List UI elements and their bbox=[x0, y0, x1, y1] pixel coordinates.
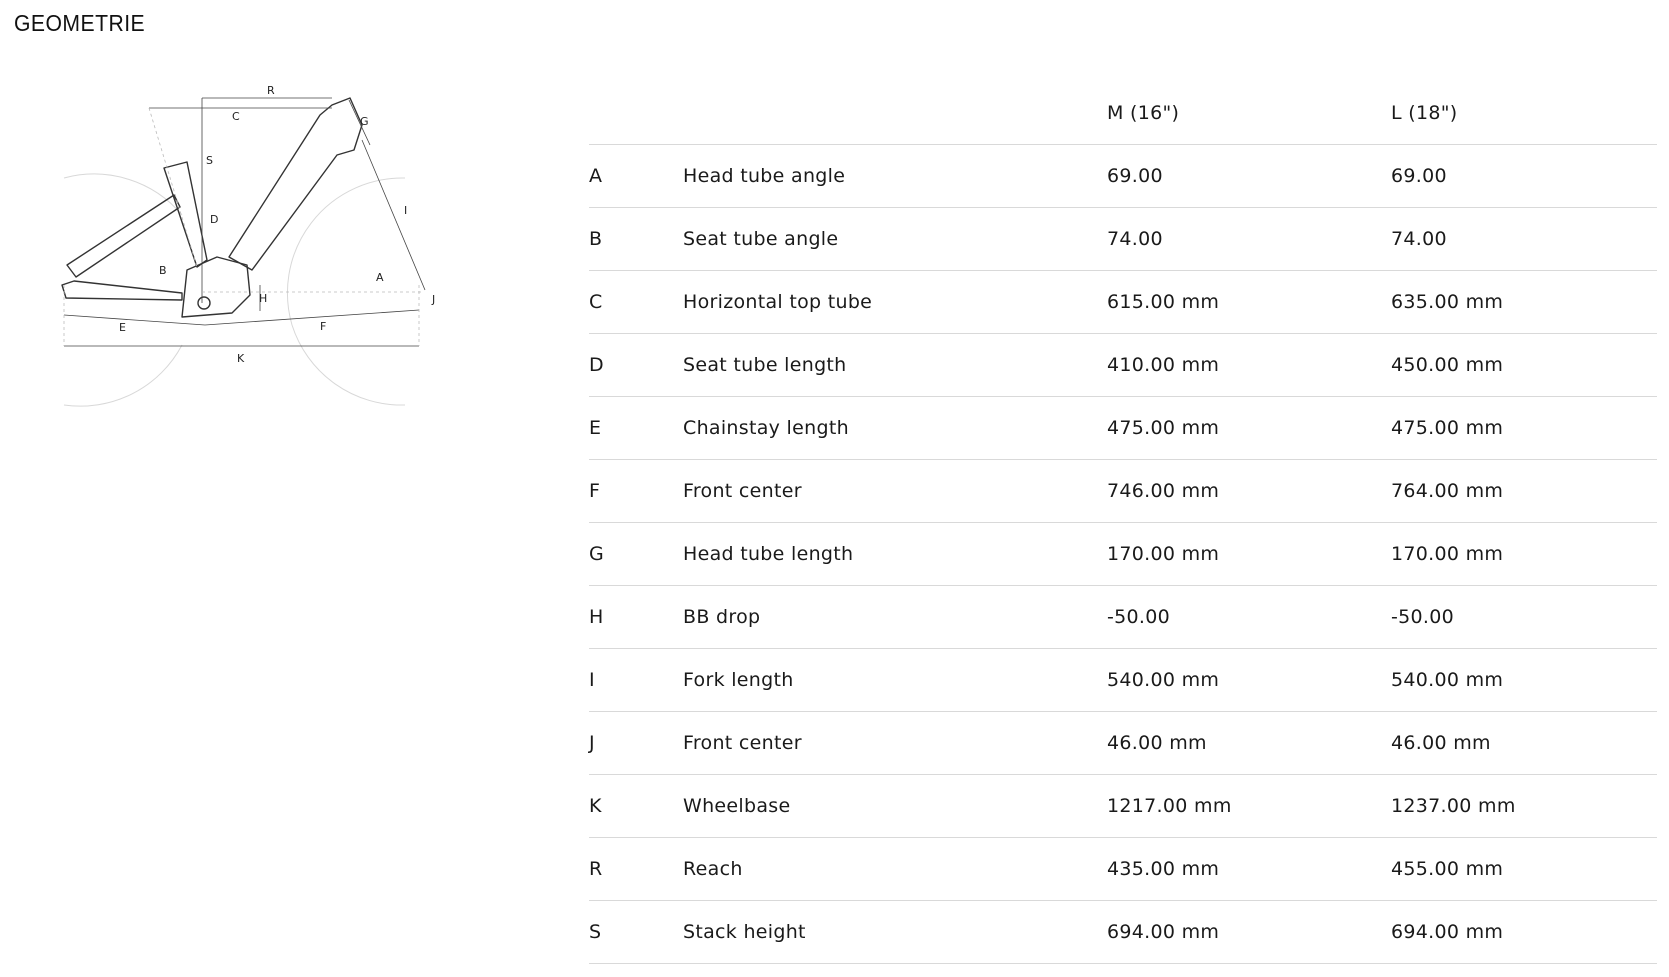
table-row bbox=[589, 586, 1657, 649]
diagram-label-h: H bbox=[259, 292, 268, 305]
table-row bbox=[589, 271, 1657, 334]
diagram-label-b: B bbox=[159, 264, 167, 277]
row-key: A bbox=[589, 145, 683, 208]
diagram-label-e: E bbox=[119, 321, 126, 334]
row-value-m: 69.00 bbox=[1107, 145, 1391, 208]
wheel-outlines bbox=[64, 174, 408, 406]
row-key: K bbox=[589, 775, 683, 838]
row-value-m: 615.00 mm bbox=[1107, 271, 1391, 334]
row-value-l: 1237.00 mm bbox=[1391, 775, 1657, 838]
table-row bbox=[589, 397, 1657, 460]
row-value-l: 635.00 mm bbox=[1391, 271, 1657, 334]
row-key: S bbox=[589, 901, 683, 964]
row-key: E bbox=[589, 397, 683, 460]
row-value-m: 1217.00 mm bbox=[1107, 775, 1391, 838]
header-size-l: L (18") bbox=[1391, 82, 1657, 145]
row-label: BB drop bbox=[683, 586, 1107, 649]
row-key: C bbox=[589, 271, 683, 334]
row-key: G bbox=[589, 523, 683, 586]
row-value-l: 74.00 bbox=[1391, 208, 1657, 271]
table-row bbox=[589, 334, 1657, 397]
row-key: H bbox=[589, 586, 683, 649]
row-key: R bbox=[589, 838, 683, 901]
row-value-l: 764.00 mm bbox=[1391, 460, 1657, 523]
diagram-label-g: G bbox=[360, 115, 369, 128]
row-label: Front center bbox=[683, 460, 1107, 523]
motor-housing-shape bbox=[182, 257, 250, 317]
row-value-m: 475.00 mm bbox=[1107, 397, 1391, 460]
table-header-row bbox=[589, 82, 1657, 145]
bike-geometry-diagram bbox=[52, 85, 452, 445]
header-label bbox=[683, 82, 1107, 145]
table-row bbox=[589, 208, 1657, 271]
table-row bbox=[589, 712, 1657, 775]
row-value-m: 170.00 mm bbox=[1107, 523, 1391, 586]
table-row bbox=[589, 838, 1657, 901]
row-key: J bbox=[589, 712, 683, 775]
row-label: Seat tube angle bbox=[683, 208, 1107, 271]
table-row bbox=[589, 523, 1657, 586]
row-key: B bbox=[589, 208, 683, 271]
diagram-label-s: S bbox=[206, 154, 213, 167]
row-value-l: 450.00 mm bbox=[1391, 334, 1657, 397]
page-title: GEOMETRIE bbox=[14, 10, 146, 36]
row-label: Stack height bbox=[683, 901, 1107, 964]
diagram-label-c: C bbox=[232, 110, 240, 123]
geometry-table-body bbox=[589, 145, 1657, 964]
diagram-label-i: I bbox=[404, 204, 408, 217]
header-size-m: M (16") bbox=[1107, 82, 1391, 145]
row-label: Horizontal top tube bbox=[683, 271, 1107, 334]
row-key: D bbox=[589, 334, 683, 397]
row-label: Seat tube length bbox=[683, 334, 1107, 397]
table-row bbox=[589, 775, 1657, 838]
row-value-m: 435.00 mm bbox=[1107, 838, 1391, 901]
dimension-guides bbox=[64, 108, 422, 346]
bike-frame bbox=[62, 98, 362, 317]
header-key bbox=[589, 82, 683, 145]
row-value-l: 46.00 mm bbox=[1391, 712, 1657, 775]
row-label: Front center bbox=[683, 712, 1107, 775]
row-value-l: 475.00 mm bbox=[1391, 397, 1657, 460]
guide-seat-axis bbox=[149, 108, 197, 267]
row-label: Fork length bbox=[683, 649, 1107, 712]
table-row bbox=[589, 460, 1657, 523]
row-key: I bbox=[589, 649, 683, 712]
row-value-m: -50.00 bbox=[1107, 586, 1391, 649]
row-value-m: 746.00 mm bbox=[1107, 460, 1391, 523]
row-value-m: 46.00 mm bbox=[1107, 712, 1391, 775]
row-value-m: 74.00 bbox=[1107, 208, 1391, 271]
row-value-l: 170.00 mm bbox=[1391, 523, 1657, 586]
row-value-m: 410.00 mm bbox=[1107, 334, 1391, 397]
dim-line-i bbox=[362, 140, 425, 290]
diagram-label-j: J bbox=[432, 293, 436, 306]
row-key: F bbox=[589, 460, 683, 523]
row-value-m: 694.00 mm bbox=[1107, 901, 1391, 964]
bottom-bracket-circle bbox=[198, 297, 210, 309]
row-label: Reach bbox=[683, 838, 1107, 901]
row-label: Chainstay length bbox=[683, 397, 1107, 460]
row-label: Wheelbase bbox=[683, 775, 1107, 838]
table-row bbox=[589, 901, 1657, 964]
diagram-label-a: A bbox=[376, 271, 384, 284]
table-row bbox=[589, 649, 1657, 712]
down-tube-shape bbox=[229, 98, 362, 270]
diagram-label-f: F bbox=[320, 320, 327, 333]
table-row bbox=[589, 145, 1657, 208]
rear-wheel-arc-top bbox=[64, 174, 182, 215]
geometry-table bbox=[589, 82, 1657, 964]
row-value-l: 694.00 mm bbox=[1391, 901, 1657, 964]
rear-wheel-arc-bottom bbox=[64, 345, 182, 406]
diagram-label-r: R bbox=[267, 85, 275, 97]
row-value-l: -50.00 bbox=[1391, 586, 1657, 649]
bike-geometry-svg bbox=[52, 85, 452, 445]
row-value-m: 540.00 mm bbox=[1107, 649, 1391, 712]
dim-line-f bbox=[205, 310, 419, 325]
row-value-l: 540.00 mm bbox=[1391, 649, 1657, 712]
dimension-lines bbox=[64, 98, 425, 346]
diagram-label-k: K bbox=[237, 352, 245, 365]
row-label: Head tube angle bbox=[683, 145, 1107, 208]
diagram-label-d: D bbox=[210, 213, 219, 226]
front-wheel-arc-bottom bbox=[292, 325, 405, 405]
chain-stay-shape bbox=[62, 281, 182, 300]
row-label: Head tube length bbox=[683, 523, 1107, 586]
row-value-l: 69.00 bbox=[1391, 145, 1657, 208]
row-value-l: 455.00 mm bbox=[1391, 838, 1657, 901]
